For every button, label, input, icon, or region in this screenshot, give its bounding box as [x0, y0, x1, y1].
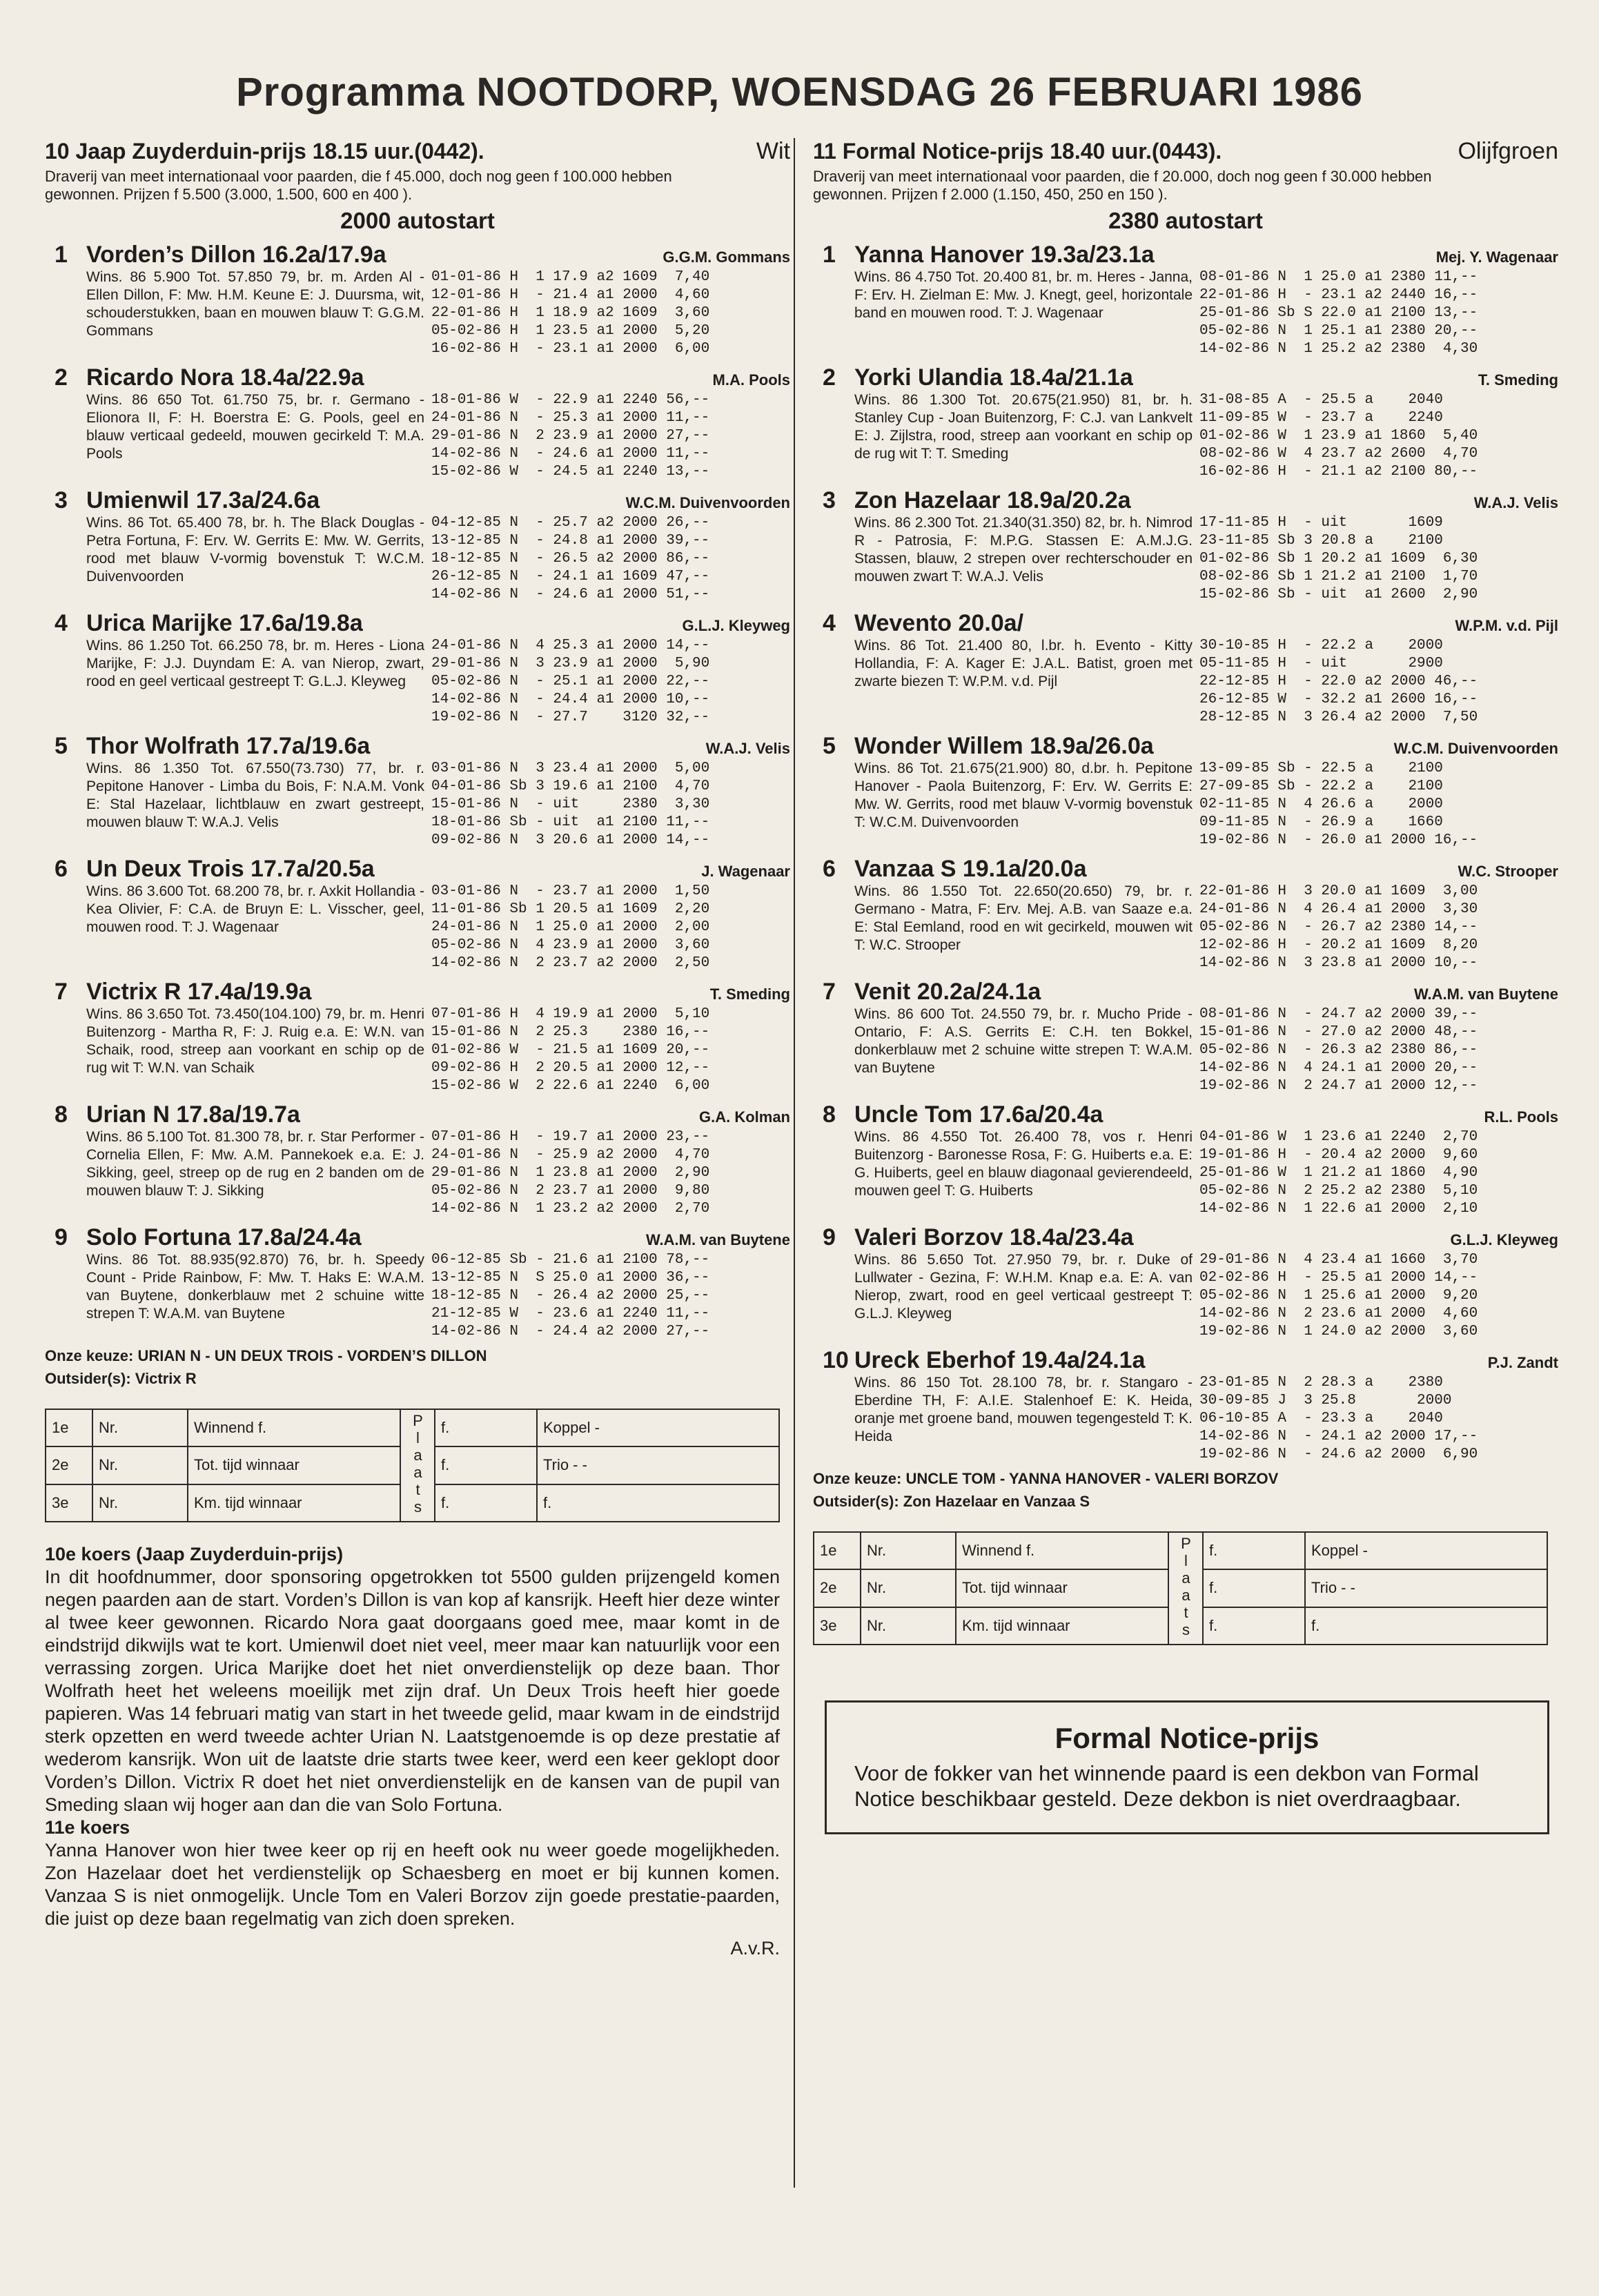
horse-trainer: W.C.M. Duivenvoorden: [1393, 740, 1558, 757]
horse-details: Wins. 86 1.250 Tot. 66.250 78, br. m. Heres - Liona Marijke, F: J.J. Duyndam E: A. van Nierop, zwart, rood en geel verticaal gestreept T: G.L.J. Kleyweg: [86, 638, 424, 689]
horse-trainer: W.A.M. van Buytene: [645, 1231, 790, 1248]
column-divider: [794, 138, 795, 2188]
commentary-text-10: In dit hoofdnummer, door sponsoring opgetrokken tot 5500 gulden prijzengeld komen negen paarden aan de start. Vorden’s Dillon is van kop af kansrijk. Heeft hier deze winter al twee keer gewonnen. Ricardo Nora gaat doorgaans goed mee, maar komt in de eindstrijd dikwijls wat te kort. Umienwil doet niet veel, meer maar kan natuurlijk voor een verrassing zorgen. Urica Marijke doet het niet onverdienstelijk op deze baan. Thor Wolfrath heet het weleens moeilijk met zijn draf. Un Deux Trois heeft hier goede papieren. Was 14 februari matig van start in het tweede gelid, maar kwam in de eindstrijd sterk opzetten en werd tweede achter Urian N. Laatstgenoemde is op deze prestatie af wederom kansrijk. Won uit de laatste drie starts twee keer, werd een keer geklopt door Vorden’s Dillon. Victrix R doet het niet onverdienstelijk en de kansen van de pupil van Smeding slaan wij hoger aan dan die van Solo Fortuna.: [45, 1567, 780, 1815]
result-nr: Nr.: [861, 1532, 956, 1569]
horse-trainer: G.L.J. Kleyweg: [682, 617, 790, 634]
horse-number: 7: [55, 979, 68, 1005]
horse-details: Wins. 86 Tot. 21.400 80, l.br. h. Evento - Kitty Hollandia, F: A. Kager E: J.A.L. Batist, groen met zwarte biezen T: W.P.M. v.d. Pijl: [854, 638, 1193, 689]
result-km-tijd: Km. tijd winnaar: [188, 1484, 400, 1522]
result-table: [813, 1531, 1548, 1645]
result-nr: Nr.: [861, 1607, 956, 1645]
horse-recent-starts: 01-01-86 H 1 17.9 a2 1609 7,40 12-01-86 H - 21.4 a1 2000 4,60 22-01-86 H 1 18.9 a2 1609 3,60 05-02-86 H 1 23.5 a1 2000 5,20 16-02-86 H - 23.1 a1 2000 6,00: [431, 269, 710, 357]
horse-number: 3: [823, 487, 836, 513]
horse-entry: [45, 364, 790, 481]
horse-name: Umienwil 17.3a/24.6a: [86, 487, 320, 513]
horse-name: Victrix R 17.4a/19.9a: [86, 979, 312, 1005]
result-place-1: 1e: [814, 1532, 861, 1569]
race-color: Olijfgroen: [1458, 138, 1558, 164]
result-trio: Trio - -: [1305, 1569, 1547, 1607]
horse-entry: [813, 1346, 1558, 1464]
commentary-text-11: Yanna Hanover won hier twee keer op rij en heeft ook nu weer goede mogelijkheden. Zon Hazelaar doet het verdienstelijk op Schaesberg en moet er bij kunnen komen. Vanzaa S is niet onmogelijk. Uncle Tom en Valeri Borzov zijn goede prestatie-paarden, die juist op deze baan regelmatig van zich doen spreken.: [45, 1840, 780, 1929]
horse-recent-starts: 30-10-85 H - 22.2 a 2000 05-11-85 H - uit 2900 22-12-85 H - 22.0 a2 2000 46,-- 26-12-85 W - 32.2 a1 2600 16,-- 28-12-85 N 3 26.4 a2 2000 7,50: [1199, 638, 1478, 725]
horse-number: 9: [55, 1224, 68, 1250]
horse-number: 7: [823, 979, 836, 1005]
horse-number: 8: [55, 1101, 68, 1128]
result-tot-tijd: Tot. tijd winnaar: [956, 1569, 1168, 1607]
horse-number: 1: [823, 242, 836, 268]
horse-number: 2: [55, 364, 68, 391]
horse-entry: [813, 978, 1558, 1095]
horse-trainer: Mej. Y. Wagenaar: [1435, 248, 1558, 266]
result-place-3: 3e: [46, 1484, 92, 1522]
horse-entry: [813, 487, 1558, 604]
result-place-2: 2e: [46, 1446, 92, 1484]
horse-entry: [45, 1224, 790, 1341]
horse-entry: [45, 1101, 790, 1218]
horse-details: Wins. 86 5.650 Tot. 27.950 79, br. r. Duke of Lullwater - Gezina, F: W.H.M. Knap e.a. E: A. van Nierop, zwart, rood en geel verticaal gestreept T: G.L.J. Kleyweg: [854, 1252, 1193, 1322]
horse-name: Valeri Borzov 18.4a/23.4a: [854, 1224, 1134, 1250]
horse-trainer: M.A. Pools: [712, 371, 790, 389]
horse-trainer: W.A.M. van Buytene: [1413, 985, 1558, 1003]
horse-number: 8: [823, 1101, 836, 1128]
result-place-1: 1e: [46, 1409, 92, 1446]
horse-number: 2: [823, 364, 836, 391]
horse-name: Wonder Willem 18.9a/26.0a: [854, 733, 1154, 759]
box-text: Voor de fokker van het winnende paard is een dekbon van Formal Notice beschikbaar gesteld. Deze dekbon is niet overdraagbaar.: [854, 1761, 1479, 1811]
result-nr: Nr.: [92, 1484, 188, 1522]
result-plaats-label: Plaats: [400, 1409, 435, 1522]
horse-name: Uncle Tom 17.6a/20.4a: [854, 1101, 1103, 1128]
horse-details: Wins. 86 650 Tot. 61.750 75, br. r. Germano - Elionora II, F: H. Boerstra E: G. Pools, geel en blauw verticaal gedeeld, mouwen gecirkeld T: M.A. Pools: [86, 392, 424, 462]
horse-details: Wins. 86 4.550 Tot. 26.400 78, vos r. Henri Buitenzorg - Baronesse Rosa, F: G. Huiberts e.a. E: G. Huiberts, geel en blauw diagonaal gevierendeeld, mouwen geel T: G. Huiberts: [854, 1129, 1193, 1199]
result-f-trio: f.: [1305, 1607, 1547, 1645]
horse-number: 6: [823, 856, 836, 882]
horse-trainer: G.A. Kolman: [698, 1108, 790, 1126]
horse-recent-starts: 23-01-85 N 2 28.3 a 2380 30-09-85 J 3 25.8 2000 06-10-85 A - 23.3 a 2040 14-02-86 N - 24.1 a2 2000 17,-- 19-02-86 N - 24.6 a2 2000 6,90: [1199, 1375, 1478, 1462]
start-distance: 2000 autostart: [340, 208, 495, 233]
horse-recent-starts: 04-01-86 W 1 23.6 a1 2240 2,70 19-01-86 H - 20.4 a2 2000 9,60 25-01-86 W 1 21.2 a1 1860 4,90 05-02-86 N 2 25.2 a2 2380 5,10 14-02-86 N 1 22.6 a1 2000 2,10: [1199, 1129, 1478, 1217]
horse-details: Wins. 86 4.750 Tot. 20.400 81, br. m. Heres - Janna, F: Erv. H. Zielman E: Mw. J. Knegt, geel, horizontale band en mouwen rood. T: J. Wagenaar: [854, 269, 1193, 321]
horse-name: Wevento 20.0a/: [854, 610, 1024, 636]
horse-entry: [813, 732, 1558, 850]
horse-trainer: G.L.J. Kleyweg: [1450, 1231, 1558, 1248]
horse-details: Wins. 86 2.300 Tot. 21.340(31.350) 82, br. h. Nimrod R - Patrosia, F: M.P.G. Stassen E: A.M.J.G. Stassen, blauw, 2 strepen over rechterschouder en mouwen zwart T: W.A.J. Velis: [854, 515, 1193, 585]
horse-entry: [813, 241, 1558, 358]
race-conditions: Draverij van meet internationaal voor paarden, die f 20.000, doch nog geen f 30.000 hebben gewonnen. Prijzen f 2.000 (1.150, 450, 250 en 150 ).: [813, 168, 1432, 203]
horse-details: Wins. 86 Tot. 88.935(92.870) 76, br. h. Speedy Count - Pride Rainbow, F: Mw. T. Haks E: W.A.M. van Buytene, donkerblauw met 2 schuine witte strepen T: W.A.M. van Buytene: [86, 1252, 424, 1322]
horse-name: Yorki Ulandia 18.4a/21.1a: [854, 364, 1133, 391]
result-winnend: Winnend f.: [956, 1532, 1168, 1569]
horse-number: 5: [823, 733, 836, 759]
race-10-column: [45, 138, 790, 1522]
horse-entry: [45, 241, 790, 358]
horse-entry: [813, 1101, 1558, 1218]
horse-number: 9: [823, 1224, 836, 1250]
result-km-tijd: Km. tijd winnaar: [956, 1607, 1168, 1645]
horse-trainer: T. Smeding: [709, 985, 790, 1003]
horse-recent-starts: 03-01-86 N - 23.7 a1 2000 1,50 11-01-86 Sb 1 20.5 a1 1609 2,20 24-01-86 N 1 25.0 a1 2000 2,00 05-02-86 N 4 23.9 a1 2000 3,60 14-02-86 N 2 23.7 a2 2000 2,50: [431, 883, 710, 971]
horse-details: Wins. 86 1.300 Tot. 20.675(21.950) 81, br. h. Stanley Cup - Joan Buitenzorg, F: C.J. van Lankvelt E: J. Zijlstra, rood, streep aan voorkant en schip op de rug wit T: T. Smeding: [854, 392, 1193, 462]
result-nr: Nr.: [861, 1569, 956, 1607]
horse-name: Venit 20.2a/24.1a: [854, 979, 1041, 1005]
horse-recent-starts: 04-12-85 N - 25.7 a2 2000 26,-- 13-12-85 N - 24.8 a1 2000 39,-- 18-12-85 N - 26.5 a2 2000 86,-- 26-12-85 N - 24.1 a1 1609 47,-- 14-02-86 N - 24.6 a1 2000 51,--: [431, 515, 710, 602]
result-place-2: 2e: [814, 1569, 861, 1607]
horse-name: Yanna Hanover 19.3a/23.1a: [854, 242, 1155, 268]
commentary-heading-10: 10e koers (Jaap Zuyderduin-prijs): [45, 1544, 344, 1564]
horse-trainer: W.C. Strooper: [1458, 863, 1558, 880]
horse-details: Wins. 86 Tot. 21.675(21.900) 80, d.br. h. Pepitone Hanover - Paola Buitenzorg, F: Erv. W. Gerrits E: Mw. W. Gerrits, rood met blauw V-vormig bovenstuk T: W.C.M. Duivenvoorden: [854, 761, 1193, 830]
horse-entry: [45, 609, 790, 727]
result-f: f.: [1203, 1569, 1305, 1607]
horse-recent-starts: 31-08-85 A - 25.5 a 2040 11-09-85 W - 23.7 a 2240 01-02-86 W 1 23.9 a1 1860 5,40 08-02-86 W 4 23.7 a2 2600 4,70 16-02-86 H - 21.1 a2 2100 80,--: [1199, 392, 1478, 480]
formal-notice-box: [825, 1700, 1549, 1834]
outsiders: Outsider(s): Victrix R: [45, 1370, 197, 1387]
horse-recent-starts: 22-01-86 H 3 20.0 a1 1609 3,00 24-01-86 N 4 26.4 a1 2000 3,30 05-02-86 N - 26.7 a2 2380 14,-- 12-02-86 H - 20.2 a1 1609 8,20 14-02-86 N 3 23.8 a1 2000 10,--: [1199, 883, 1478, 971]
result-trio: Trio - -: [537, 1446, 779, 1484]
horse-entry: [45, 978, 790, 1095]
race-11-extra: [825, 1645, 1549, 1834]
horse-recent-starts: 17-11-85 H - uit 1609 23-11-85 Sb 3 20.8 a 2100 01-02-86 Sb 1 20.2 a1 1609 6,30 08-02-86 Sb 1 21.2 a1 2100 1,70 15-02-86 Sb - uit a1 2600 2,90: [1199, 515, 1478, 602]
horse-trainer: W.P.M. v.d. Pijl: [1455, 617, 1558, 634]
horse-name: Solo Fortuna 17.8a/24.4a: [86, 1224, 362, 1250]
result-f: f.: [435, 1446, 537, 1484]
horse-recent-starts: 24-01-86 N 4 25.3 a1 2000 14,-- 29-01-86 N 3 23.9 a1 2000 5,90 05-02-86 N - 25.1 a1 2000 22,-- 14-02-86 N - 24.4 a1 2000 10,-- 19-02-86 N - 27.7 3120 32,--: [431, 638, 710, 725]
horse-recent-starts: 07-01-86 H - 19.7 a1 2000 23,-- 24-01-86 N - 25.9 a2 2000 4,70 29-01-86 N 1 23.8 a1 2000 2,90 05-02-86 N 2 23.7 a1 2000 9,80 14-02-86 N 1 23.2 a2 2000 2,70: [431, 1129, 710, 1217]
our-pick: Onze keuze: UNCLE TOM - YANNA HANOVER - VALERI BORZOV: [813, 1470, 1279, 1487]
horse-name: Zon Hazelaar 18.9a/20.2a: [854, 487, 1131, 513]
our-pick: Onze keuze: URIAN N - UN DEUX TROIS - VORDEN’S DILLON: [45, 1347, 487, 1364]
result-koppel: Koppel -: [1305, 1532, 1547, 1569]
result-table: [45, 1409, 780, 1522]
race-commentary: [45, 1543, 780, 1960]
result-nr: Nr.: [92, 1446, 188, 1484]
horse-name: Vanzaa S 19.1a/20.0a: [854, 856, 1087, 882]
result-nr: Nr.: [92, 1409, 188, 1446]
horse-details: Wins. 86 5.100 Tot. 81.300 78, br. r. Star Performer - Cornelia Ellen, F: Mw. A.M. Pannekoek e.a. E: J. Sikking, geel, streep op de rug en 2 banden om de mouwen blauw T: J. Sikking: [86, 1129, 424, 1199]
result-tot-tijd: Tot. tijd winnaar: [188, 1446, 400, 1484]
horse-number: 1: [55, 242, 68, 268]
horse-trainer: G.G.M. Gommans: [663, 248, 790, 266]
result-f-trio: f.: [537, 1484, 779, 1522]
race-conditions: Draverij van meet internationaal voor paarden, die f 45.000, doch nog geen f 100.000 hebben gewonnen. Prijzen f 5.500 (3.000, 1.500, 600 en 400 ).: [45, 168, 672, 203]
horse-details: Wins. 86 1.350 Tot. 67.550(73.730) 77, br. r. Pepitone Hanover - Limba du Bois, F: N.A.M. Vonk E: Stal Hazelaar, lichtblauw en zwart gestreept, mouwen blauw T: W.A.J. Velis: [86, 761, 424, 830]
horse-recent-starts: 07-01-86 H 4 19.9 a1 2000 5,10 15-01-86 N 2 25.3 2380 16,-- 01-02-86 W - 21.5 a1 1609 20,-- 09-02-86 H 2 20.5 a1 2000 12,-- 15-02-86 W 2 22.6 a1 2240 6,00: [431, 1006, 710, 1094]
horse-number: 4: [823, 610, 836, 636]
horse-number: 5: [55, 733, 68, 759]
horse-number: 6: [55, 856, 68, 882]
result-koppel: Koppel -: [537, 1409, 779, 1446]
horse-trainer: J. Wagenaar: [701, 863, 790, 880]
horse-trainer: R.L. Pools: [1484, 1108, 1558, 1126]
horse-entry: [813, 1224, 1558, 1341]
horse-details: Wins. 86 150 Tot. 28.100 78, br. r. Stangaro - Eberdine TH, F: A.I.E. Stalenhoef E: K. Heida, oranje met groene band, mouwen tegengesteld T: K. Heida: [854, 1375, 1193, 1444]
horse-trainer: T. Smeding: [1478, 371, 1558, 389]
horse-name: Ricardo Nora 18.4a/22.9a: [86, 364, 364, 391]
horse-name: Thor Wolfrath 17.7a/19.6a: [86, 733, 371, 759]
result-place-3: 3e: [814, 1607, 861, 1645]
horse-name: Un Deux Trois 17.7a/20.5a: [86, 856, 375, 882]
race-11-column: [813, 138, 1558, 1645]
commentary-heading-11: 11e koers: [45, 1817, 130, 1838]
box-title: Formal Notice-prijs: [1054, 1722, 1320, 1754]
horse-details: Wins. 86 Tot. 65.400 78, br. h. The Black Douglas - Petra Fortuna, F: Erv. W. Gerrits E: Mw. W. Gerrits, rood met blauw V-vormig bovenstuk T: W.C.M. Duivenvoorden: [86, 515, 424, 585]
result-f: f.: [435, 1484, 537, 1522]
horse-entry: [813, 609, 1558, 727]
result-winnend: Winnend f.: [188, 1409, 400, 1446]
horse-details: Wins. 86 3.600 Tot. 68.200 78, br. r. Axkit Hollandia - Kea Olivier, F: C.A. de Bruyn E: L. Visscher, geel, mouwen rood. T: J. Wagenaar: [86, 883, 424, 935]
horse-recent-starts: 03-01-86 N 3 23.4 a1 2000 5,00 04-01-86 Sb 3 19.6 a1 2100 4,70 15-01-86 N - uit 2380 3,30 18-01-86 Sb - uit a1 2100 11,-- 09-02-86 N 3 20.6 a1 2000 14,--: [431, 761, 710, 848]
horse-number: 3: [55, 487, 68, 513]
race-10-extra: [45, 1522, 780, 1960]
result-f: f.: [1203, 1607, 1305, 1645]
horse-details: Wins. 86 1.550 Tot. 22.650(20.650) 79, br. r. Germano - Matra, F: Erv. Mej. A.B. van Saaze e.a. E: Stal Eemland, rood en wit gecirkeld, mouwen wit T: W.C. Strooper: [854, 883, 1193, 953]
horse-entry: [813, 364, 1558, 481]
horse-list: [813, 241, 1558, 1464]
horse-trainer: W.C.M. Duivenvoorden: [625, 494, 790, 511]
horse-details: Wins. 86 600 Tot. 24.550 79, br. r. Mucho Pride - Ontario, F: A.S. Gerrits E: C.H. ten Bokkel, donkerblauw met 2 schuine witte strepen T: W.A.M. van Buytene: [854, 1006, 1193, 1076]
horse-entry: [813, 855, 1558, 972]
horse-recent-starts: 13-09-85 Sb - 22.5 a 2100 27-09-85 Sb - 22.2 a 2100 02-11-85 N 4 26.6 a 2000 09-11-85 N - 26.9 a 1660 19-02-86 N - 26.0 a1 2000 16,--: [1199, 761, 1478, 848]
result-plaats-label: Plaats: [1168, 1532, 1203, 1645]
race-title: 11 Formal Notice-prijs 18.40 uur.(0443).: [813, 139, 1222, 164]
outsiders: Outsider(s): Zon Hazelaar en Vanzaa S: [813, 1493, 1090, 1510]
result-f: f.: [435, 1409, 537, 1446]
result-f: f.: [1203, 1532, 1305, 1569]
horse-recent-starts: 08-01-86 N 1 25.0 a1 2380 11,-- 22-01-86 H - 23.1 a2 2440 16,-- 25-01-86 Sb S 22.0 a1 2100 13,-- 05-02-86 N 1 25.1 a1 2380 20,-- 14-02-86 N 1 25.2 a2 2380 4,30: [1199, 269, 1478, 357]
horse-entry: [45, 855, 790, 972]
page-title: Programma NOOTDORP, WOENSDAG 26 FEBRUARI 1986: [236, 70, 1363, 115]
horse-trainer: W.A.J. Velis: [705, 740, 790, 757]
horse-recent-starts: 06-12-85 Sb - 21.6 a1 2100 78,-- 13-12-85 N S 25.0 a1 2000 36,-- 18-12-85 N - 26.4 a2 2000 25,-- 21-12-85 W - 23.6 a1 2240 11,-- 14-02-86 N - 24.4 a2 2000 27,--: [431, 1252, 710, 1340]
start-distance: 2380 autostart: [1108, 208, 1263, 233]
horse-name: Vorden’s Dillon 16.2a/17.9a: [86, 242, 386, 268]
horse-entry: [45, 732, 790, 850]
horse-number: 10: [823, 1347, 849, 1373]
horse-name: Urian N 17.8a/19.7a: [86, 1101, 300, 1128]
horse-entry: [45, 487, 790, 604]
horse-recent-starts: 29-01-86 N 4 23.4 a1 1660 3,70 02-02-86 H - 25.5 a1 2000 14,-- 05-02-86 N 1 25.6 a1 2000 9,20 14-02-86 N 2 23.6 a1 2000 4,60 19-02-86 N 1 24.0 a2 2000 3,60: [1199, 1252, 1478, 1340]
race-title: 10 Jaap Zuyderduin-prijs 18.15 uur.(0442).: [45, 139, 484, 164]
horse-recent-starts: 08-01-86 N - 24.7 a2 2000 39,-- 15-01-86 N - 27.0 a2 2000 48,-- 05-02-86 N - 26.3 a2 2380 86,-- 14-02-86 N 4 24.1 a1 2000 20,-- 19-02-86 N 2 24.7 a1 2000 12,--: [1199, 1006, 1478, 1094]
horse-trainer: P.J. Zandt: [1487, 1354, 1558, 1371]
horse-trainer: W.A.J. Velis: [1473, 494, 1558, 511]
horse-details: Wins. 86 3.650 Tot. 73.450(104.100) 79, br. m. Henri Buitenzorg - Martha R, F: J. Ruig e.a. E: W.N. van Schaik, rood, streep aan voorkant en schip op de rug wit T: W.N. van Schaik: [86, 1006, 424, 1076]
race-color: Wit: [756, 138, 790, 164]
author-signature: A.v.R.: [730, 1938, 780, 1959]
horse-details: Wins. 86 5.900 Tot. 57.850 79, br. m. Arden Al - Ellen Dillon, F: Mw. H.M. Keune E: J. Duursma, wit, schouderstukken, baan en mouwen blauw T: G.G.M. Gommans: [86, 269, 424, 339]
horse-name: Ureck Eberhof 19.4a/24.1a: [854, 1347, 1146, 1373]
horse-name: Urica Marijke 17.6a/19.8a: [86, 610, 363, 636]
horse-number: 4: [55, 610, 68, 636]
horse-recent-starts: 18-01-86 W - 22.9 a1 2240 56,-- 24-01-86 N - 25.3 a1 2000 11,-- 29-01-86 N 2 23.9 a1 2000 27,-- 14-02-86 N - 24.6 a1 2000 11,-- 15-02-86 W - 24.5 a1 2240 13,--: [431, 392, 710, 480]
horse-list: [45, 241, 790, 1341]
